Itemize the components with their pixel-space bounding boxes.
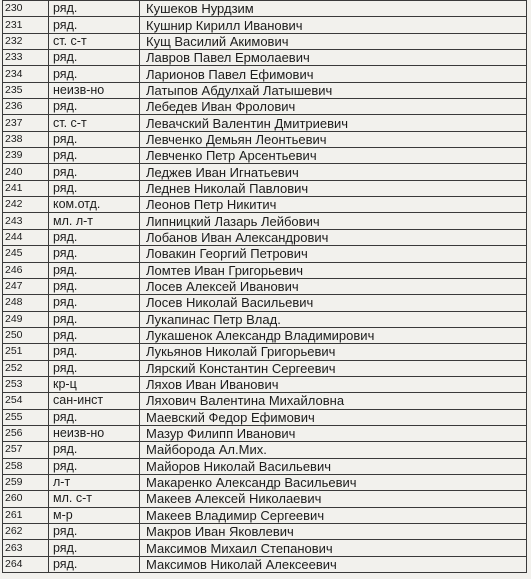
rank-cell: ряд.: [49, 131, 140, 147]
table-row: [3, 197, 527, 213]
rank-cell: ряд.: [49, 409, 140, 425]
full-name-cell: Ляхович Валентина Михайловна: [140, 393, 527, 409]
table-row: [3, 311, 527, 327]
rank-cell: ряд.: [49, 524, 140, 540]
row-number-cell: 252: [3, 360, 49, 376]
rank-cell: ряд.: [49, 360, 140, 376]
full-name-cell: Левченко Демьян Леонтьевич: [140, 131, 527, 147]
row-number-cell: 237: [3, 115, 49, 131]
table-row: [3, 327, 527, 343]
rank-cell: ряд.: [49, 66, 140, 82]
rank-cell: м-р: [49, 507, 140, 523]
rank-cell: ряд.: [49, 180, 140, 196]
row-number-cell: 262: [3, 524, 49, 540]
table-row: [3, 540, 527, 556]
table-row: [3, 507, 527, 523]
full-name-cell: Максимов Михаил Степанович: [140, 540, 527, 556]
table-row: [3, 148, 527, 164]
rank-cell: ст. с-т: [49, 115, 140, 131]
table-row: [3, 1, 527, 17]
full-name-cell: Лукьянов Николай Григорьевич: [140, 344, 527, 360]
full-name-cell: Кущ Василий Акимович: [140, 33, 527, 49]
full-name-cell: Леднев Николай Павлович: [140, 180, 527, 196]
rank-cell: ряд.: [49, 229, 140, 245]
table-row: [3, 246, 527, 262]
rank-cell: ряд.: [49, 540, 140, 556]
row-number-cell: 254: [3, 393, 49, 409]
row-number-cell: 233: [3, 50, 49, 66]
full-name-cell: Липницкий Лазарь Лейбович: [140, 213, 527, 229]
rank-cell: ком.отд.: [49, 197, 140, 213]
rank-cell: ряд.: [49, 262, 140, 278]
full-name-cell: Ляхов Иван Иванович: [140, 376, 527, 392]
row-number-cell: 248: [3, 295, 49, 311]
table-row: [3, 442, 527, 458]
table-row: [3, 409, 527, 425]
full-name-cell: Латыпов Абдулхай Латышевич: [140, 82, 527, 98]
rank-cell: ряд.: [49, 148, 140, 164]
full-name-cell: Лавров Павел Ермолаевич: [140, 50, 527, 66]
table-row: [3, 131, 527, 147]
rank-cell: л-т: [49, 474, 140, 490]
full-name-cell: Маевский Федор Ефимович: [140, 409, 527, 425]
row-number-cell: 235: [3, 82, 49, 98]
rank-cell: ряд.: [49, 278, 140, 294]
row-number-cell: 230: [3, 1, 49, 17]
full-name-cell: Лобанов Иван Александрович: [140, 229, 527, 245]
rank-cell: ряд.: [49, 99, 140, 115]
row-number-cell: 244: [3, 229, 49, 245]
table-row: [3, 17, 527, 33]
row-number-cell: 239: [3, 148, 49, 164]
table-row: [3, 556, 527, 572]
table-row: [3, 180, 527, 196]
full-name-cell: Лукашенок Александр Владимирович: [140, 327, 527, 343]
row-number-cell: 238: [3, 131, 49, 147]
rank-cell: ст. с-т: [49, 33, 140, 49]
full-name-cell: Майоров Николай Васильевич: [140, 458, 527, 474]
table-row: [3, 458, 527, 474]
full-name-cell: Кушнир Кирилл Иванович: [140, 17, 527, 33]
row-number-cell: 247: [3, 278, 49, 294]
row-number-cell: 236: [3, 99, 49, 115]
full-name-cell: Лукапинас Петр Влад.: [140, 311, 527, 327]
row-number-cell: 232: [3, 33, 49, 49]
rank-cell: мл. с-т: [49, 491, 140, 507]
table-row: [3, 360, 527, 376]
row-number-cell: 231: [3, 17, 49, 33]
full-name-cell: Лярский Константин Сергеевич: [140, 360, 527, 376]
full-name-cell: Максимов Николай Алексеевич: [140, 556, 527, 572]
row-number-cell: 256: [3, 425, 49, 441]
row-number-cell: 261: [3, 507, 49, 523]
full-name-cell: Ломтев Иван Григорьевич: [140, 262, 527, 278]
full-name-cell: Ларионов Павел Ефимович: [140, 66, 527, 82]
roster-table: [2, 0, 527, 573]
row-number-cell: 250: [3, 327, 49, 343]
row-number-cell: 241: [3, 180, 49, 196]
rank-cell: ряд.: [49, 1, 140, 17]
row-number-cell: 260: [3, 491, 49, 507]
table-row: [3, 33, 527, 49]
full-name-cell: Леджев Иван Игнатьевич: [140, 164, 527, 180]
full-name-cell: Макров Иван Яковлевич: [140, 524, 527, 540]
table-row: [3, 524, 527, 540]
rank-cell: мл. л-т: [49, 213, 140, 229]
table-row: [3, 66, 527, 82]
full-name-cell: Лосев Николай Васильевич: [140, 295, 527, 311]
full-name-cell: Макаренко Александр Васильевич: [140, 474, 527, 490]
table-row: [3, 295, 527, 311]
row-number-cell: 255: [3, 409, 49, 425]
rank-cell: сан-инст: [49, 393, 140, 409]
full-name-cell: Макеев Владимир Сергеевич: [140, 507, 527, 523]
table-row: [3, 99, 527, 115]
row-number-cell: 253: [3, 376, 49, 392]
table-row: [3, 50, 527, 66]
full-name-cell: Ловакин Георгий Петрович: [140, 246, 527, 262]
rank-cell: кр-ц: [49, 376, 140, 392]
table-row: [3, 393, 527, 409]
rank-cell: ряд.: [49, 442, 140, 458]
rank-cell: неизв-но: [49, 82, 140, 98]
rank-cell: ряд.: [49, 17, 140, 33]
table-row: [3, 376, 527, 392]
table-row: [3, 491, 527, 507]
table-row: [3, 164, 527, 180]
row-number-cell: 234: [3, 66, 49, 82]
full-name-cell: Левченко Петр Арсентьевич: [140, 148, 527, 164]
rank-cell: ряд.: [49, 458, 140, 474]
rank-cell: ряд.: [49, 556, 140, 572]
row-number-cell: 257: [3, 442, 49, 458]
full-name-cell: Лебедев Иван Фролович: [140, 99, 527, 115]
table-row: [3, 474, 527, 490]
full-name-cell: Леонов Петр Никитич: [140, 197, 527, 213]
row-number-cell: 264: [3, 556, 49, 572]
rank-cell: ряд.: [49, 327, 140, 343]
row-number-cell: 263: [3, 540, 49, 556]
rank-cell: ряд.: [49, 344, 140, 360]
row-number-cell: 251: [3, 344, 49, 360]
full-name-cell: Кушеков Нурдзим: [140, 1, 527, 17]
table-row: [3, 425, 527, 441]
full-name-cell: Мазур Филипп Иванович: [140, 425, 527, 441]
full-name-cell: Лосев Алексей Иванович: [140, 278, 527, 294]
rank-cell: ряд.: [49, 50, 140, 66]
rank-cell: неизв-но: [49, 425, 140, 441]
table-row: [3, 262, 527, 278]
roster-table-body: [3, 1, 527, 573]
full-name-cell: Майборода Ал.Мих.: [140, 442, 527, 458]
row-number-cell: 240: [3, 164, 49, 180]
table-row: [3, 229, 527, 245]
table-row: [3, 115, 527, 131]
full-name-cell: Макеев Алексей Николаевич: [140, 491, 527, 507]
row-number-cell: 245: [3, 246, 49, 262]
table-row: [3, 344, 527, 360]
table-row: [3, 278, 527, 294]
row-number-cell: 249: [3, 311, 49, 327]
rank-cell: ряд.: [49, 246, 140, 262]
row-number-cell: 246: [3, 262, 49, 278]
row-number-cell: 242: [3, 197, 49, 213]
table-row: [3, 82, 527, 98]
rank-cell: ряд.: [49, 311, 140, 327]
row-number-cell: 243: [3, 213, 49, 229]
row-number-cell: 259: [3, 474, 49, 490]
table-row: [3, 213, 527, 229]
rank-cell: ряд.: [49, 295, 140, 311]
full-name-cell: Левачский Валентин Дмитриевич: [140, 115, 527, 131]
row-number-cell: 258: [3, 458, 49, 474]
rank-cell: ряд.: [49, 164, 140, 180]
